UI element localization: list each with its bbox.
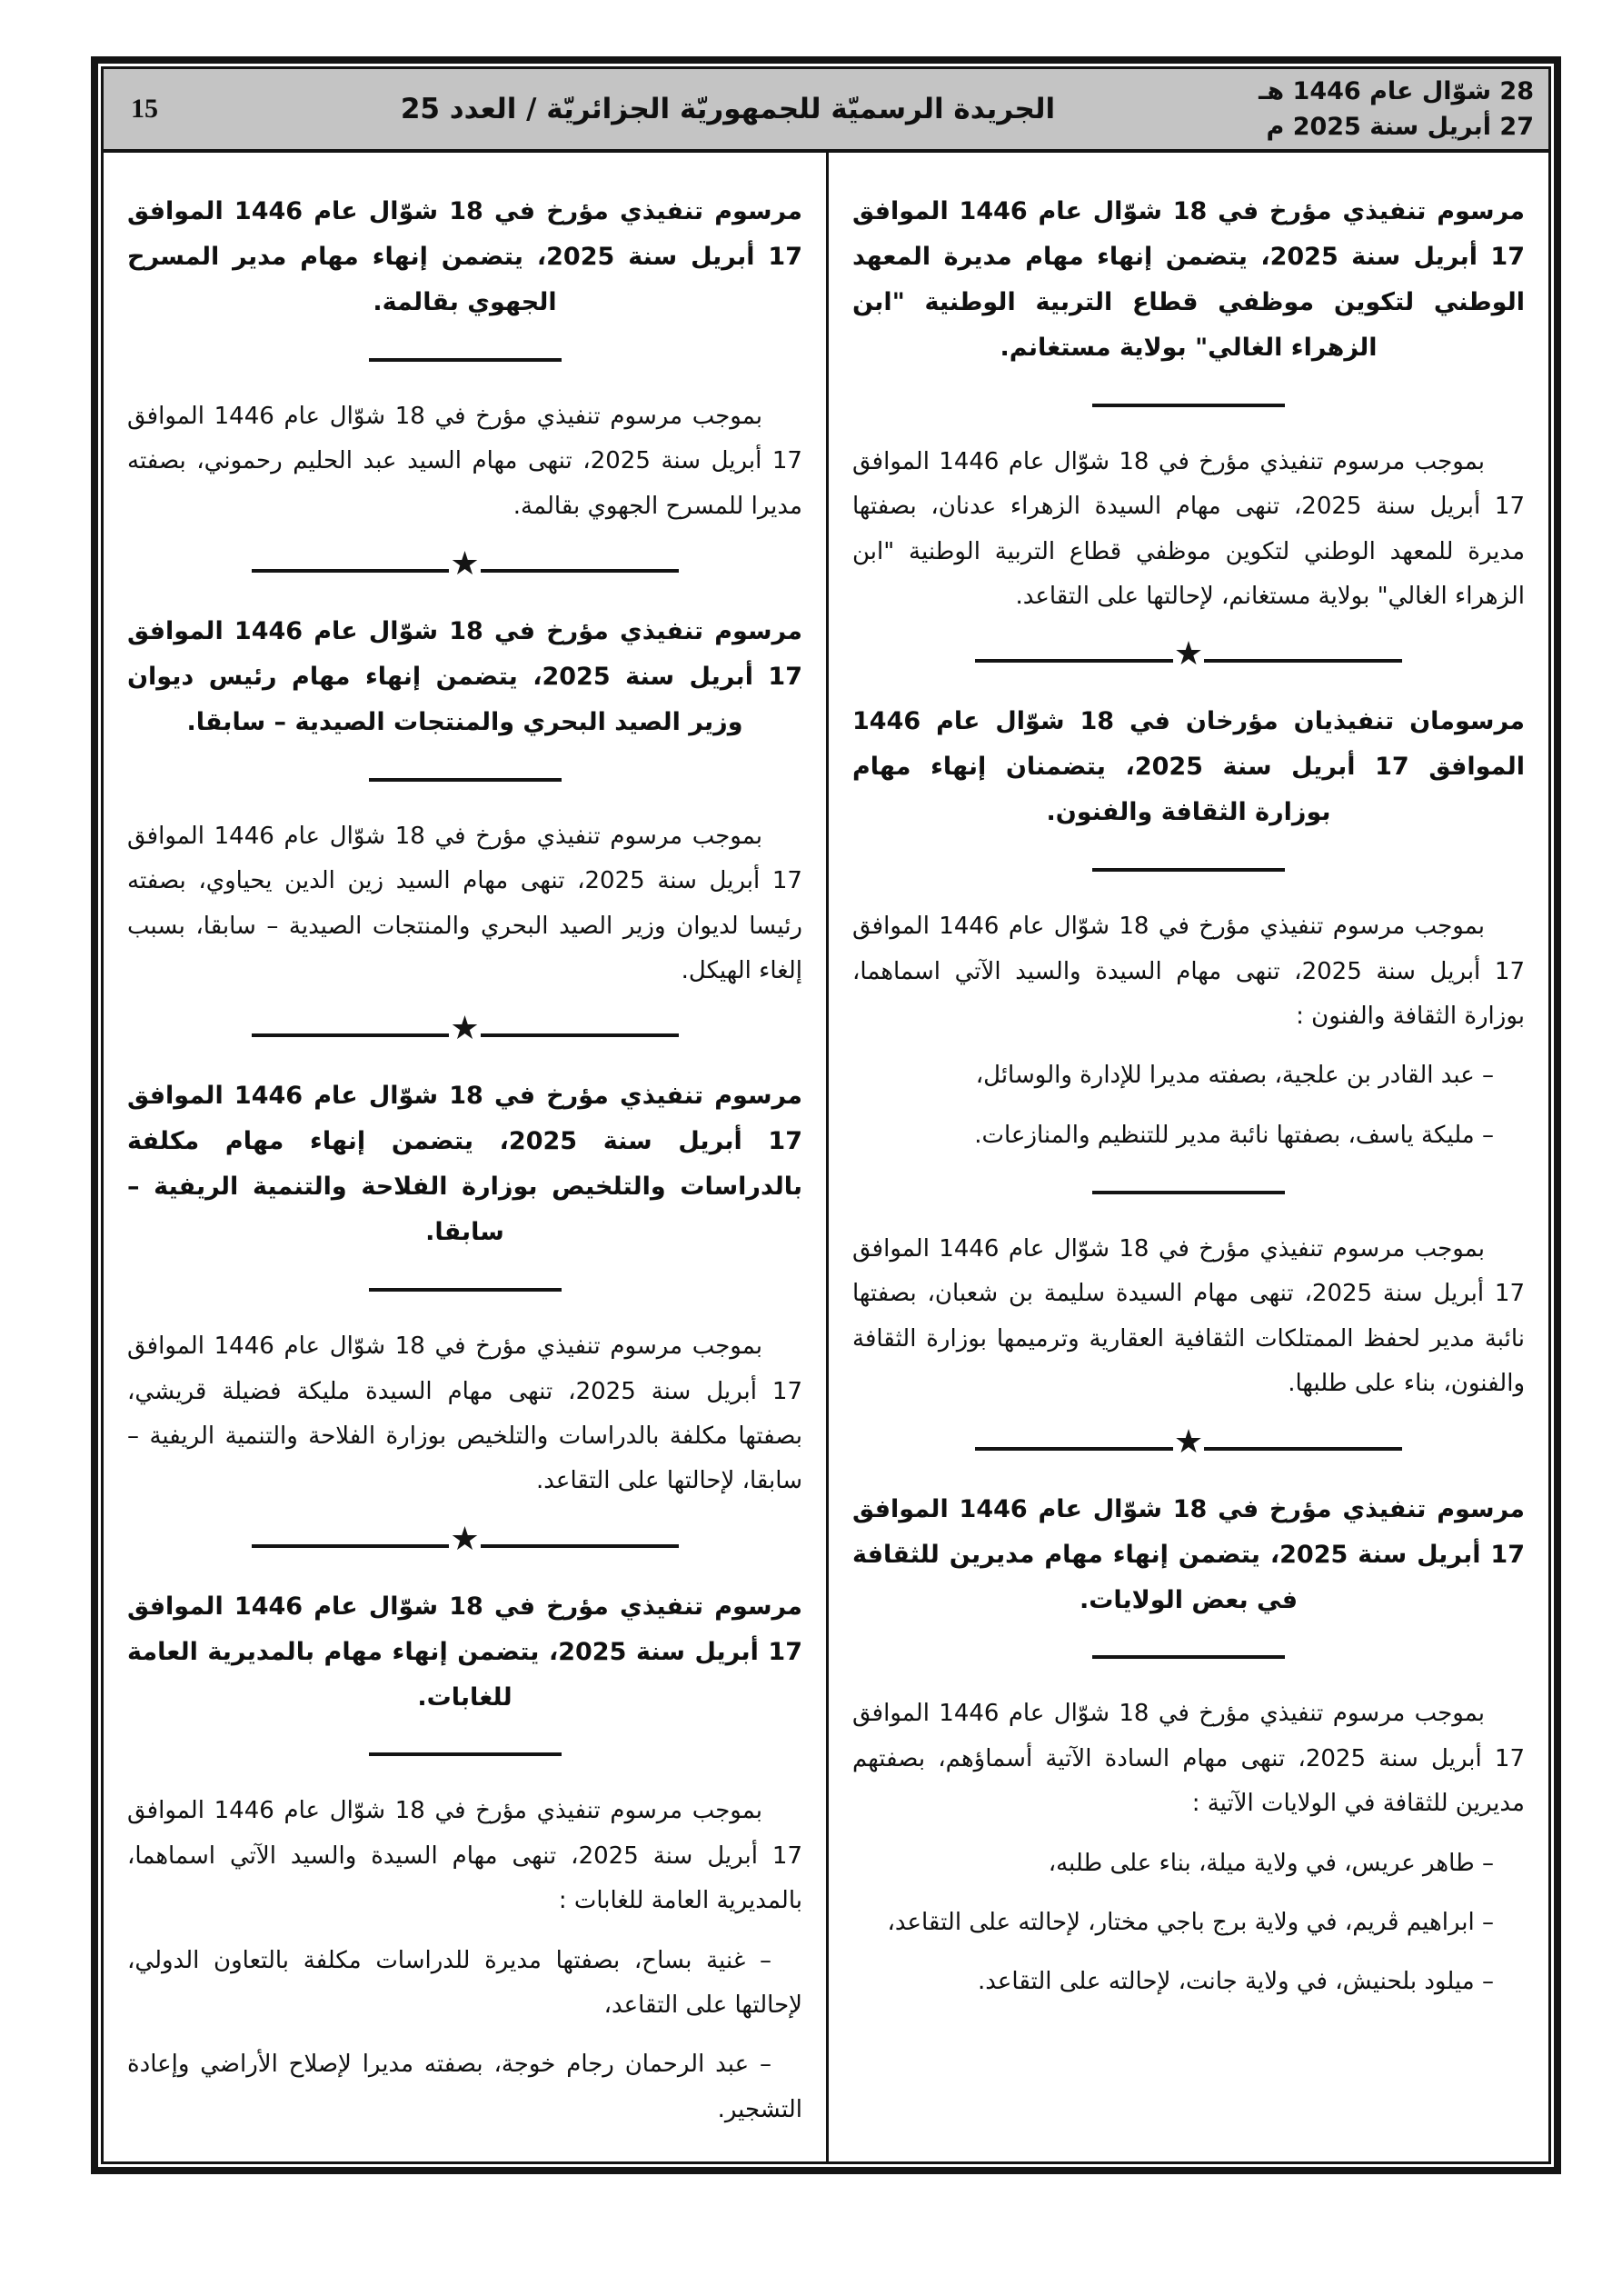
separator-segment — [975, 1447, 1173, 1451]
separator-line — [1092, 404, 1285, 407]
separator-line — [369, 1752, 562, 1756]
content-columns — [104, 153, 1548, 2161]
decree-heading: مرسوم تنفيذي مؤرخ في 18 شوّال عام 1446 الموافق 17 أبريل سنة 2025، يتضمن إنهاء مهام مديرة المعهد الوطني لتكوين موظفي قطاع التربية الوطنية "ابن الزهراء الغالي" بولاية مستغانم. — [852, 197, 1526, 362]
decree-heading: مرسوم تنفيذي مؤرخ في 18 شوّال عام 1446 الموافق 17 أبريل سنة 2025، يتضمن إنهاء مهام بالمديرية العامة للغابات. — [127, 1592, 803, 1712]
decree-list-item: – ابراهيم ڤريم، في ولاية برج باجي مختار، لإحالته على التقاعد، — [887, 1909, 1494, 1937]
separator-segment — [252, 1544, 450, 1548]
separator-segment — [252, 569, 450, 573]
page-frame — [91, 56, 1561, 2174]
decree-list-item: – مليكة ياسف، بصفتها نائبة مدير للتنظيم والمنازعات. — [974, 1121, 1494, 1149]
decree-paragraph: بموجب مرسوم تنفيذي مؤرخ في 18 شوّال عام 1446 الموافق 17 أبريل سنة 2025، تنهى مهام السادة الآتية أسماؤهم، بصفتهم مديرين للثقافة في الولايات الآتية : — [852, 1700, 1525, 1818]
decree-list-item: – طاهر عريس، في ولاية ميلة، بناء على طلبه، — [1048, 1849, 1494, 1877]
decree-paragraph: بموجب مرسوم تنفيذي مؤرخ في 18 شوّال عام 1446 الموافق 17 أبريل سنة 2025، تنهى مهام السيدة مليكة فضيلة قريشي، بصفتها مكلفة بالدراسات والتلخيص بوزارة الفلاحة والتنمية الريفية – سابقا، لإحالتها على التقاعد. — [127, 1333, 802, 1495]
decree-heading: مرسوم تنفيذي مؤرخ في 18 شوّال عام 1446 الموافق 17 أبريل سنة 2025، يتضمن إنهاء مهام مديرين للثقافة في بعض الولايات. — [852, 1494, 1526, 1614]
star-icon: ★ — [1173, 635, 1204, 674]
separator-line — [1092, 1191, 1285, 1194]
decree-list-item: – عبد القادر بن علجية، بصفته مديرا للإدارة والوسائل، — [975, 1062, 1494, 1090]
decree-heading: مرسوم تنفيذي مؤرخ في 18 شوّال عام 1446 الموافق 17 أبريل سنة 2025، يتضمن إنهاء مهام مكلفة بالدراسات والتلخيص بوزارة الفلاحة والتنمية الريفية – سابقا. — [127, 1082, 803, 1247]
star-separator — [975, 1423, 1402, 1465]
separator-line — [1092, 868, 1285, 872]
star-icon: ★ — [450, 1010, 480, 1048]
decree-heading: مرسوم تنفيذي مؤرخ في 18 شوّال عام 1446 الموافق 17 أبريل سنة 2025، يتضمن إنهاء مهام رئيس ديوان وزير الصيد البحري والمنتجات الصيدية – سابقا. — [127, 616, 803, 736]
journal-title: الجريدة الرسميّة للجمهوريّة الجزائريّة / العدد 25 — [400, 93, 1056, 125]
separator-segment — [975, 659, 1173, 663]
separator-line — [369, 358, 562, 362]
separator-line — [369, 1288, 562, 1292]
decree-heading: مرسوم تنفيذي مؤرخ في 18 شوّال عام 1446 الموافق 17 أبريل سنة 2025، يتضمن إنهاء مهام مدير المسرح الجهوي بقالمة. — [127, 197, 803, 316]
star-separator — [975, 635, 1402, 677]
star-icon: ★ — [1173, 1423, 1204, 1461]
page-frame-inner — [101, 66, 1551, 2164]
decree-paragraph: بموجب مرسوم تنفيذي مؤرخ في 18 شوّال عام 1446 الموافق 17 أبريل سنة 2025، تنهى مهام السيدة والسيد الآتي اسماهما، بوزارة الثقافة والفنون : — [852, 913, 1525, 1030]
star-separator — [252, 1010, 679, 1052]
column-right — [826, 153, 1548, 2161]
star-separator — [252, 544, 679, 587]
decree-paragraph: بموجب مرسوم تنفيذي مؤرخ في 18 شوّال عام 1446 الموافق 17 أبريل سنة 2025، تنهى مهام السيدة الزهراء عدنان، بصفتها مديرة للمعهد الوطني لتكوين موظفي قطاع التربية الوطنية "ابن الزهراء الغالي" بولاية مستغانم، لإحالتها على التقاعد. — [852, 447, 1525, 610]
separator-segment — [252, 1033, 450, 1037]
separator-segment — [481, 569, 679, 573]
separator-segment — [1204, 659, 1402, 663]
column-left — [104, 153, 826, 2161]
decree-heading: مرسومان تنفيذيان مؤرخان في 18 شوّال عام 1446 الموافق 17 أبريل سنة 2025، يتضمنان إنهاء مهام بوزارة الثقافة والفنون. — [852, 707, 1526, 827]
separator-segment — [1204, 1447, 1402, 1451]
decree-paragraph: بموجب مرسوم تنفيذي مؤرخ في 18 شوّال عام 1446 الموافق 17 أبريل سنة 2025، تنهى مهام السيدة سليمة بن شعبان، بصفتها نائبة مدير لحفظ الممتلكات الثقافية العقارية وترميمها بوزارة الثقافة والفنون، بناء على طلبها. — [852, 1235, 1525, 1398]
header-band — [104, 69, 1548, 153]
decree-paragraph: بموجب مرسوم تنفيذي مؤرخ في 18 شوّال عام 1446 الموافق 17 أبريل سنة 2025، تنهى مهام السيد عبد الحليم رحموني، بصفته مديرا للمسرح الجهوي بقالمة. — [127, 402, 802, 520]
separator-segment — [481, 1033, 679, 1037]
star-separator — [252, 1520, 679, 1562]
star-icon: ★ — [450, 544, 480, 583]
star-icon: ★ — [450, 1520, 480, 1558]
decree-paragraph: بموجب مرسوم تنفيذي مؤرخ في 18 شوّال عام 1446 الموافق 17 أبريل سنة 2025، تنهى مهام السيد زين الدين يحياوي، بصفته رئيسا لديوان وزير الصيد البحري والمنتجات الصيدية – سابقا، بسبب إلغاء الهيكل. — [127, 822, 802, 984]
page-number: 15 — [131, 94, 158, 124]
header-dates — [1234, 74, 1548, 145]
separator-line — [369, 778, 562, 782]
hijri-date: 28 شوّال عام 1446 هـ — [1259, 76, 1534, 105]
separator-segment — [481, 1544, 679, 1548]
decree-list-item: – غنية بساح، بصفتها مديرة للدراسات مكلفة بالتعاون الدولي، لإحالتها على التقاعد، — [127, 1946, 802, 2020]
decree-paragraph: بموجب مرسوم تنفيذي مؤرخ في 18 شوّال عام 1446 الموافق 17 أبريل سنة 2025، تنهى مهام السيدة والسيد الآتي اسماهما، بالمديرية العامة للغابات : — [127, 1797, 802, 1915]
decree-list-item: – عبد الرحمان رجام خوجة، بصفته مديرا لإصلاح الأراضي وإعادة التشجير. — [127, 2051, 802, 2123]
decree-list-item: – ميلود بلحنيش، في ولاية جانت، لإحالته على التقاعد. — [978, 1968, 1494, 1996]
separator-line — [1092, 1655, 1285, 1659]
gregorian-date: 27 أبريل سنة 2025 م — [1266, 113, 1534, 141]
